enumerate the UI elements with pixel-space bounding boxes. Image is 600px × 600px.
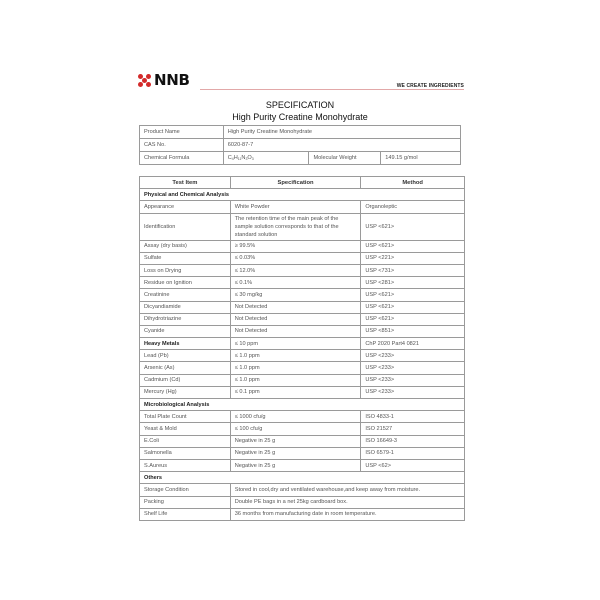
spec-value: The retention time of the main peak of the sample solution corresponds to that of the standard solution: [230, 213, 361, 240]
heavy-metals-item: Heavy Metals: [140, 338, 231, 350]
method-value: USP <62>: [361, 459, 465, 471]
test-item: Arsenic (As): [140, 362, 231, 374]
test-item: Residue on Ignition: [140, 277, 231, 289]
spec-value: ≤ 1.0 ppm: [230, 362, 361, 374]
table-row: [140, 301, 465, 313]
test-item: Salmonella: [140, 447, 231, 459]
test-item: Total Plate Count: [140, 411, 231, 423]
cas-value: 6020-87-7: [223, 139, 460, 152]
table-row: [140, 496, 465, 508]
table-row: [140, 277, 465, 289]
table-row: [140, 325, 465, 337]
test-item: S.Aureus: [140, 459, 231, 471]
table-row: [140, 459, 465, 471]
test-item: Packing: [140, 496, 231, 508]
method-value: USP <233>: [361, 362, 465, 374]
table-row: [140, 447, 465, 459]
method-value: ISO 21527: [361, 423, 465, 435]
table-row: [140, 386, 465, 398]
method-value: USP <233>: [361, 374, 465, 386]
table-row: [140, 152, 461, 165]
spec-value: ≥ 99.5%: [230, 240, 361, 252]
spec-value: ≤ 0.03%: [230, 252, 361, 264]
spec-value: ≤ 1.0 ppm: [230, 350, 361, 362]
method-value: Organoleptic: [361, 201, 465, 213]
method-value: USP <851>: [361, 325, 465, 337]
section-others: Others: [140, 472, 465, 484]
spec-value: Negative in 25 g: [230, 435, 361, 447]
test-item: Appearance: [140, 201, 231, 213]
other-value: Double PE bags in a net 25kg cardboard box.: [230, 496, 464, 508]
spec-value: Negative in 25 g: [230, 447, 361, 459]
spec-value: Not Detected: [230, 301, 361, 313]
method-value: USP <233>: [361, 386, 465, 398]
method-value: USP <233>: [361, 350, 465, 362]
other-value: 36 months from manufacturing date in room temperature.: [230, 508, 464, 520]
document-subtitle: High Purity Creatine Monohydrate: [232, 112, 368, 122]
method-value: USP <621>: [361, 240, 465, 252]
test-item: Lead (Pb): [140, 350, 231, 362]
test-item: Mercury (Hg): [140, 386, 231, 398]
logo-mark-icon: [138, 74, 153, 87]
table-row: [140, 313, 465, 325]
test-item: Sulfate: [140, 252, 231, 264]
spec-value: Not Detected: [230, 325, 361, 337]
test-item: Dicyandiamide: [140, 301, 231, 313]
specification-table: [139, 176, 465, 521]
test-item: Yeast & Mold: [140, 423, 231, 435]
table-row: [140, 126, 461, 139]
table-row: [140, 362, 465, 374]
test-item: Cyanide: [140, 325, 231, 337]
section-physical-chemical: Physical and Chemical Analysis: [140, 189, 465, 201]
header-divider: [200, 89, 464, 90]
table-row: [140, 213, 465, 240]
formula-value: $C_4H_{11}N_3O_3$: [223, 152, 309, 165]
section-row: [140, 399, 465, 411]
product-info-table: [139, 125, 461, 165]
test-item: Shelf Life: [140, 508, 231, 520]
method-value: USP <731>: [361, 264, 465, 276]
table-row: [140, 435, 465, 447]
table-row: [140, 484, 465, 496]
table-row: [140, 139, 461, 152]
cas-label: CAS No.: [140, 139, 224, 152]
method-value: USP <621>: [361, 313, 465, 325]
method-value: USP <621>: [361, 213, 465, 240]
test-item: Storage Condition: [140, 484, 231, 496]
spec-value: ≤ 0.1 ppm: [230, 386, 361, 398]
document-header: [138, 72, 464, 92]
formula-label: Chemical Formula: [140, 152, 224, 165]
table-row: [140, 264, 465, 276]
test-item: Dihydrotriazine: [140, 313, 231, 325]
test-item: Assay (dry basis): [140, 240, 231, 252]
spec-value: ≤ 12.0%: [230, 264, 361, 276]
spec-value: ≤ 10 ppm: [230, 338, 361, 350]
header-specification: Specification: [230, 177, 361, 189]
table-row: [140, 411, 465, 423]
method-value: USP <621>: [361, 301, 465, 313]
method-value: ISO 4833-1: [361, 411, 465, 423]
spec-value: ≤ 1.0 ppm: [230, 374, 361, 386]
table-row: [140, 374, 465, 386]
header-test-item: Test Item: [140, 177, 231, 189]
title-block: [130, 99, 470, 123]
spec-value: ≤ 30 mg/kg: [230, 289, 361, 301]
method-value: USP <221>: [361, 252, 465, 264]
table-row: [140, 508, 465, 520]
logo-text: NNB: [154, 71, 190, 89]
section-row: [140, 189, 465, 201]
section-row: [140, 472, 465, 484]
method-value: USP <621>: [361, 289, 465, 301]
document-title: SPECIFICATION: [265, 100, 335, 110]
product-name-label: Product Name: [140, 126, 224, 139]
spec-value: Negative in 25 g: [230, 459, 361, 471]
header-method: Method: [361, 177, 465, 189]
spec-value: Not Detected: [230, 313, 361, 325]
test-item: Cadmium (Cd): [140, 374, 231, 386]
table-row: [140, 289, 465, 301]
test-item: Creatinine: [140, 289, 231, 301]
table-row: [140, 201, 465, 213]
table-row: [140, 240, 465, 252]
method-value: USP <281>: [361, 277, 465, 289]
table-row: [140, 350, 465, 362]
test-item: E.Coli: [140, 435, 231, 447]
product-name-value: High Purity Creatine Monohydrate: [223, 126, 460, 139]
nnb-logo: [138, 73, 190, 88]
table-row: [140, 252, 465, 264]
molecular-weight-label: Molecular Weight: [309, 152, 381, 165]
spec-value: ≤ 0.1%: [230, 277, 361, 289]
test-item: Loss on Drying: [140, 264, 231, 276]
spec-value: ≤ 100 cfu/g: [230, 423, 361, 435]
other-value: Stored in cool,dry and ventilated warehouse,and keep away from moisture.: [230, 484, 464, 496]
spec-value: White Powder: [230, 201, 361, 213]
tagline: WE CREATE INGREDIENTS: [396, 83, 464, 89]
table-row: [140, 423, 465, 435]
section-microbiological: Microbiological Analysis: [140, 399, 465, 411]
molecular-weight-value: 149.15 g/mol: [381, 152, 461, 165]
table-header-row: [140, 177, 465, 189]
table-row: [140, 338, 465, 350]
method-value: ISO 6579-1: [361, 447, 465, 459]
method-value: ISO 16649-3: [361, 435, 465, 447]
spec-value: ≤ 1000 cfu/g: [230, 411, 361, 423]
method-value: ChP 2020 Part4 0821: [361, 338, 465, 350]
test-item: Identification: [140, 213, 231, 240]
